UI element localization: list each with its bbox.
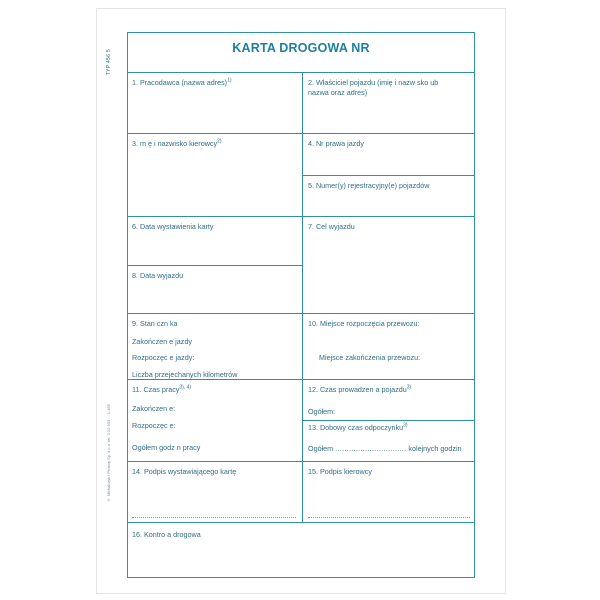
- field-trip-purpose: 7. Cel wyjazdu: [308, 222, 355, 231]
- road-card-form: [127, 32, 475, 578]
- field-work-time-label: 11. Czas pracy: [132, 385, 180, 394]
- row-divider: [128, 72, 474, 73]
- field-road-inspection: 16. Kontro a drogowa: [132, 530, 201, 539]
- field-owner-label: 2. Właściciel pojazdu (imię i nazw sko ub: [308, 78, 439, 87]
- field-work-end: Zakończen e:: [132, 404, 176, 413]
- field-work-time: [132, 385, 191, 395]
- footnote-ref: 3): [406, 384, 412, 391]
- field-issue-date: 6. Data wystawienia karty: [132, 222, 214, 231]
- field-employer: [132, 78, 232, 88]
- field-driving-time-label: 12. Czas prowadzen a pojazdu: [308, 385, 407, 394]
- field-work-start: Rozpoczęc e:: [132, 421, 176, 430]
- field-transport-end: Miejsce zakończenia przewozu:: [319, 353, 421, 362]
- footnote-ref: 2): [217, 138, 222, 145]
- field-owner-label-cont: nazwa oraz adres): [308, 87, 368, 97]
- fill-in-dots: ...............................: [335, 444, 407, 453]
- row-divider: [128, 461, 474, 462]
- field-issuer-signature: 14. Podpis wystawiającego kartę: [132, 467, 237, 476]
- field-daily-rest: [308, 423, 408, 433]
- field-daily-rest-label: 13. Dobowy czas odpoczynku: [308, 423, 404, 432]
- field-odometer: 9. Stan czn ka: [132, 319, 178, 328]
- form-code: TYP 456 5: [106, 49, 112, 76]
- field-vehicle-owner: [308, 78, 438, 97]
- cell-divider: [128, 265, 302, 266]
- field-rest-total: [308, 444, 462, 454]
- field-driver-name: [132, 139, 222, 149]
- cell-divider: [302, 420, 474, 421]
- signature-line: [308, 517, 470, 518]
- signature-line: [132, 517, 296, 518]
- row-divider: [128, 313, 474, 314]
- footnote-ref: 1): [227, 77, 232, 84]
- row-divider: [128, 216, 474, 217]
- field-odometer-start: Rozpoczęc e jazdy:: [132, 353, 195, 362]
- field-driving-total: Ogółem:: [308, 407, 336, 416]
- field-license-number: 4. Nr prawa jazdy: [308, 139, 364, 148]
- footnote-ref: 3), 4): [179, 384, 192, 391]
- field-driver-name-label: 3. m ę i nazwisko kierowcy: [132, 139, 218, 148]
- footnote-ref: 3): [403, 422, 408, 429]
- field-registration-number: 5. Numer(y) rejestracyjny(e) pojazdów: [308, 181, 430, 190]
- field-driver-signature: 15. Podpis kierowcy: [308, 467, 372, 476]
- field-rest-total-label: Ogółem: [308, 444, 334, 453]
- field-employer-label: 1. Pracodawca (nazwa adres): [132, 78, 228, 87]
- row-divider: [128, 522, 474, 523]
- row-divider: [128, 133, 474, 134]
- field-odometer-end: Zakończen e jazdy: [132, 337, 192, 346]
- field-work-total: Ogółem godz n pracy: [132, 443, 201, 452]
- document-sheet: [96, 8, 506, 594]
- field-km-driven: Liczba przejechanych kilometrów: [132, 370, 238, 379]
- field-departure-date: 8. Data wyjazdu: [132, 271, 184, 280]
- document-title: KARTA DROGOWA NR: [232, 41, 370, 55]
- field-driving-time: [308, 385, 411, 395]
- printer-imprint: © Michalczyk i Prokop Sp. z o.o. tel. 0 22 633 ... 1-456: [106, 404, 111, 503]
- field-rest-hours-label: kolejnych godzin: [408, 444, 462, 453]
- cell-divider: [302, 175, 474, 176]
- field-transport-start: 10. Miejsce rozpoczęcia przewozu:: [308, 319, 420, 328]
- column-divider: [302, 72, 303, 522]
